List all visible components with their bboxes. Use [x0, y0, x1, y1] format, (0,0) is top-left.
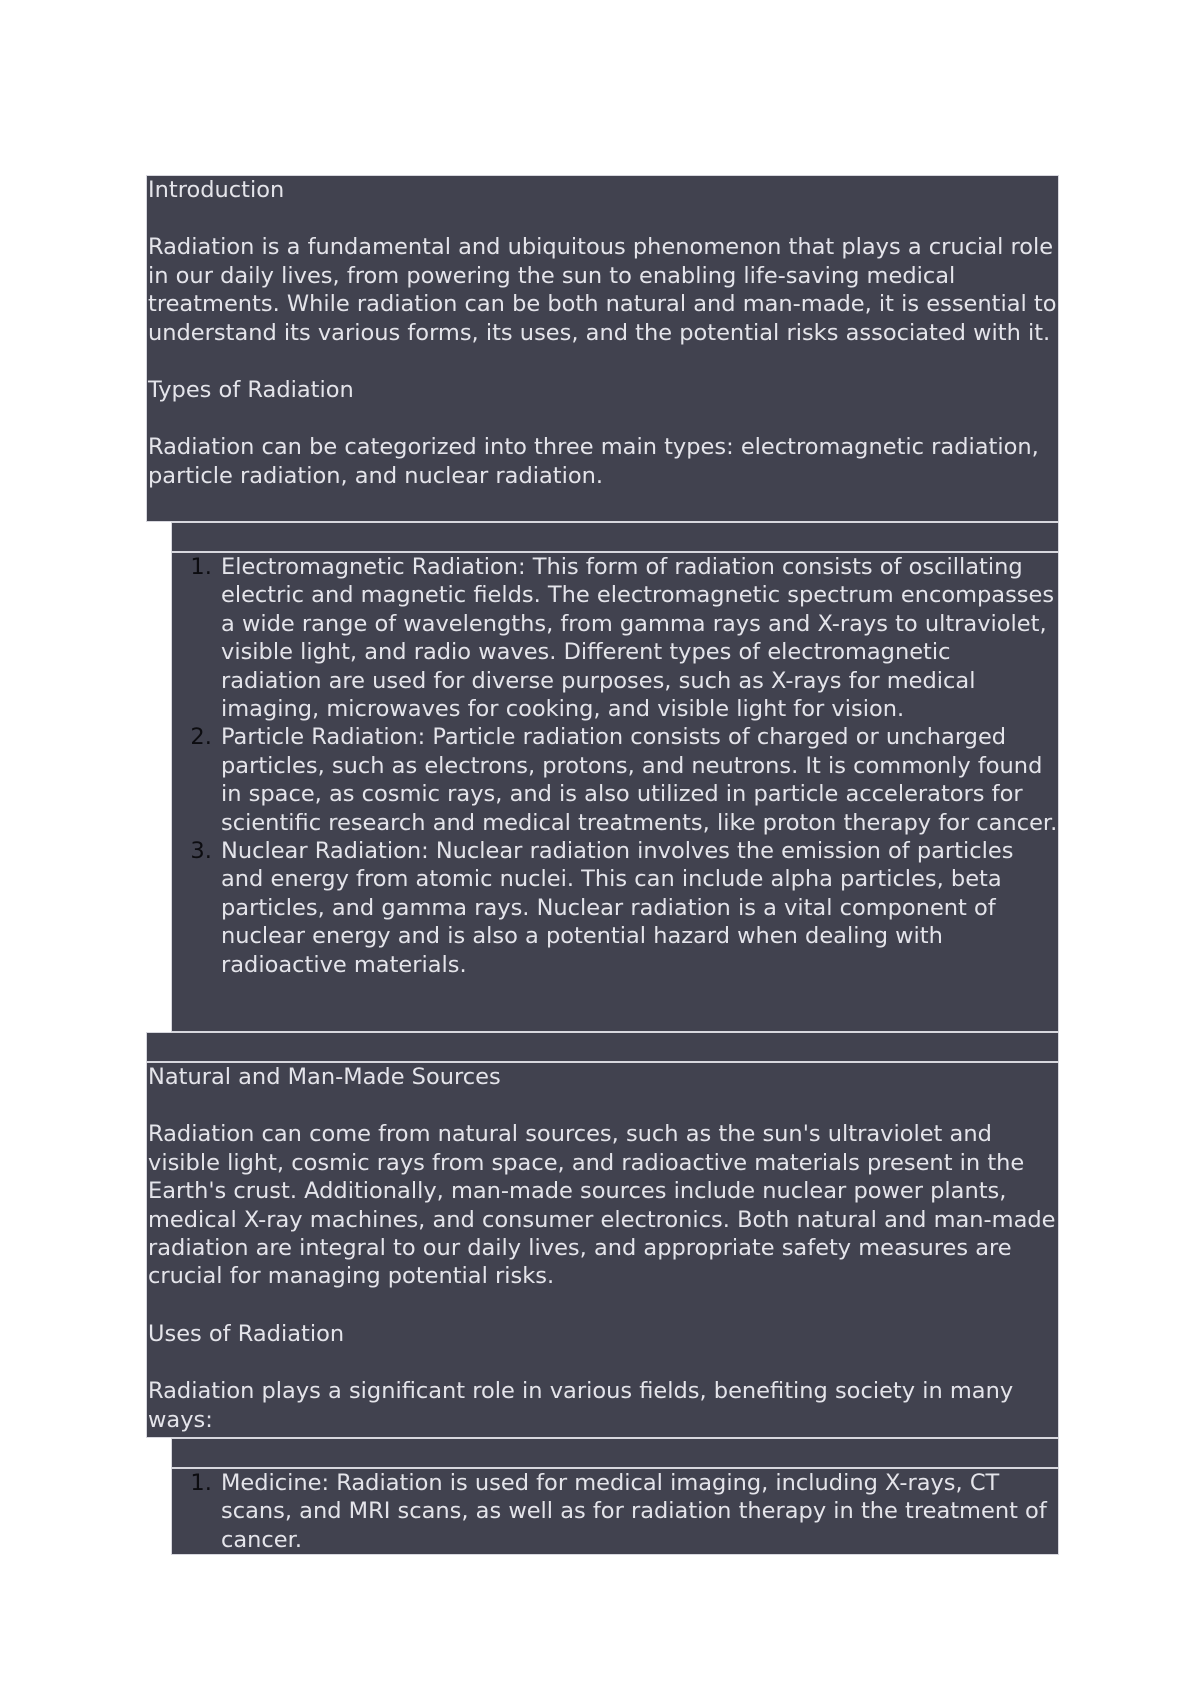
sources-heading: Natural and Man-Made Sources	[148, 1064, 501, 1090]
spacer-bar	[171, 1438, 1059, 1468]
sources-paragraph: Radiation can come from natural sources, such as the sun's ultraviolet and visible light, cosmic rays from space, and radioactive materials present in the Earth's crust. Additionally, man-made sources include nuclear power plants, medical X-ray machines, and consumer electronics. Both natural and man-made radiation are integral to our daily lives, and appropriate safety measures are crucial for managing potential risks.	[148, 1121, 1056, 1290]
list-item: 2. Particle Radiation: Particle radiation consists of charged or uncharged particles, such as electrons, protons, and neutrons. It is commonly found in space, as cosmic rays, and is also utilized in particle accelerators for scientific research and medical treatments, like proton therapy for cancer.	[219, 723, 1058, 837]
types-list	[172, 553, 1058, 979]
sources-section	[146, 1062, 1059, 1438]
intro-heading: Introduction	[148, 177, 285, 203]
spacer-bar	[146, 1032, 1059, 1062]
types-paragraph: Radiation can be categorized into three main types: electromagnetic radiation, particle radiation, and nuclear radiation.	[148, 434, 1039, 489]
list-item: 3. Nuclear Radiation: Nuclear radiation involves the emission of particles and energy from atomic nuclei. This can include alpha particles, beta particles, and gamma rays. Nuclear radiation is a vital component of nuclear energy and is also a potential hazard when dealing with radioactive materials.	[219, 837, 1058, 979]
types-heading: Types of Radiation	[148, 377, 354, 404]
uses-list-section	[171, 1468, 1059, 1555]
spacer-bar	[171, 522, 1059, 552]
uses-paragraph: Radiation plays a significant role in various fields, benefiting society in many ways:	[148, 1378, 1014, 1433]
list-item: 1. Electromagnetic Radiation: This form of radiation consists of oscillating electric and magnetic fields. The electromagnetic spectrum encompasses a wide range of wavelengths, from gamma rays and X-rays to ultraviolet, visible light, and radio waves. Different types of electromagnetic radiation are used for diverse purposes, such as X-rays for medical imaging, microwaves for cooking, and visible light for vision.	[219, 553, 1058, 723]
intro-section	[146, 175, 1059, 522]
list-item: 1. Medicine: Radiation is used for medical imaging, including X-rays, CT scans, and MRI scans, as well as for radiation therapy in the treatment of cancer.	[219, 1469, 1058, 1554]
intro-paragraph: Radiation is a fundamental and ubiquitous phenomenon that plays a crucial role in our daily lives, from powering the sun to enabling life-saving medical treatments. While radiation can be both natural and man-made, it is essential to understand its various forms, its uses, and the potential risks associated with it.	[148, 234, 1057, 346]
types-list-section	[171, 552, 1059, 1032]
uses-heading: Uses of Radiation	[148, 1320, 345, 1347]
uses-list	[172, 1469, 1058, 1554]
